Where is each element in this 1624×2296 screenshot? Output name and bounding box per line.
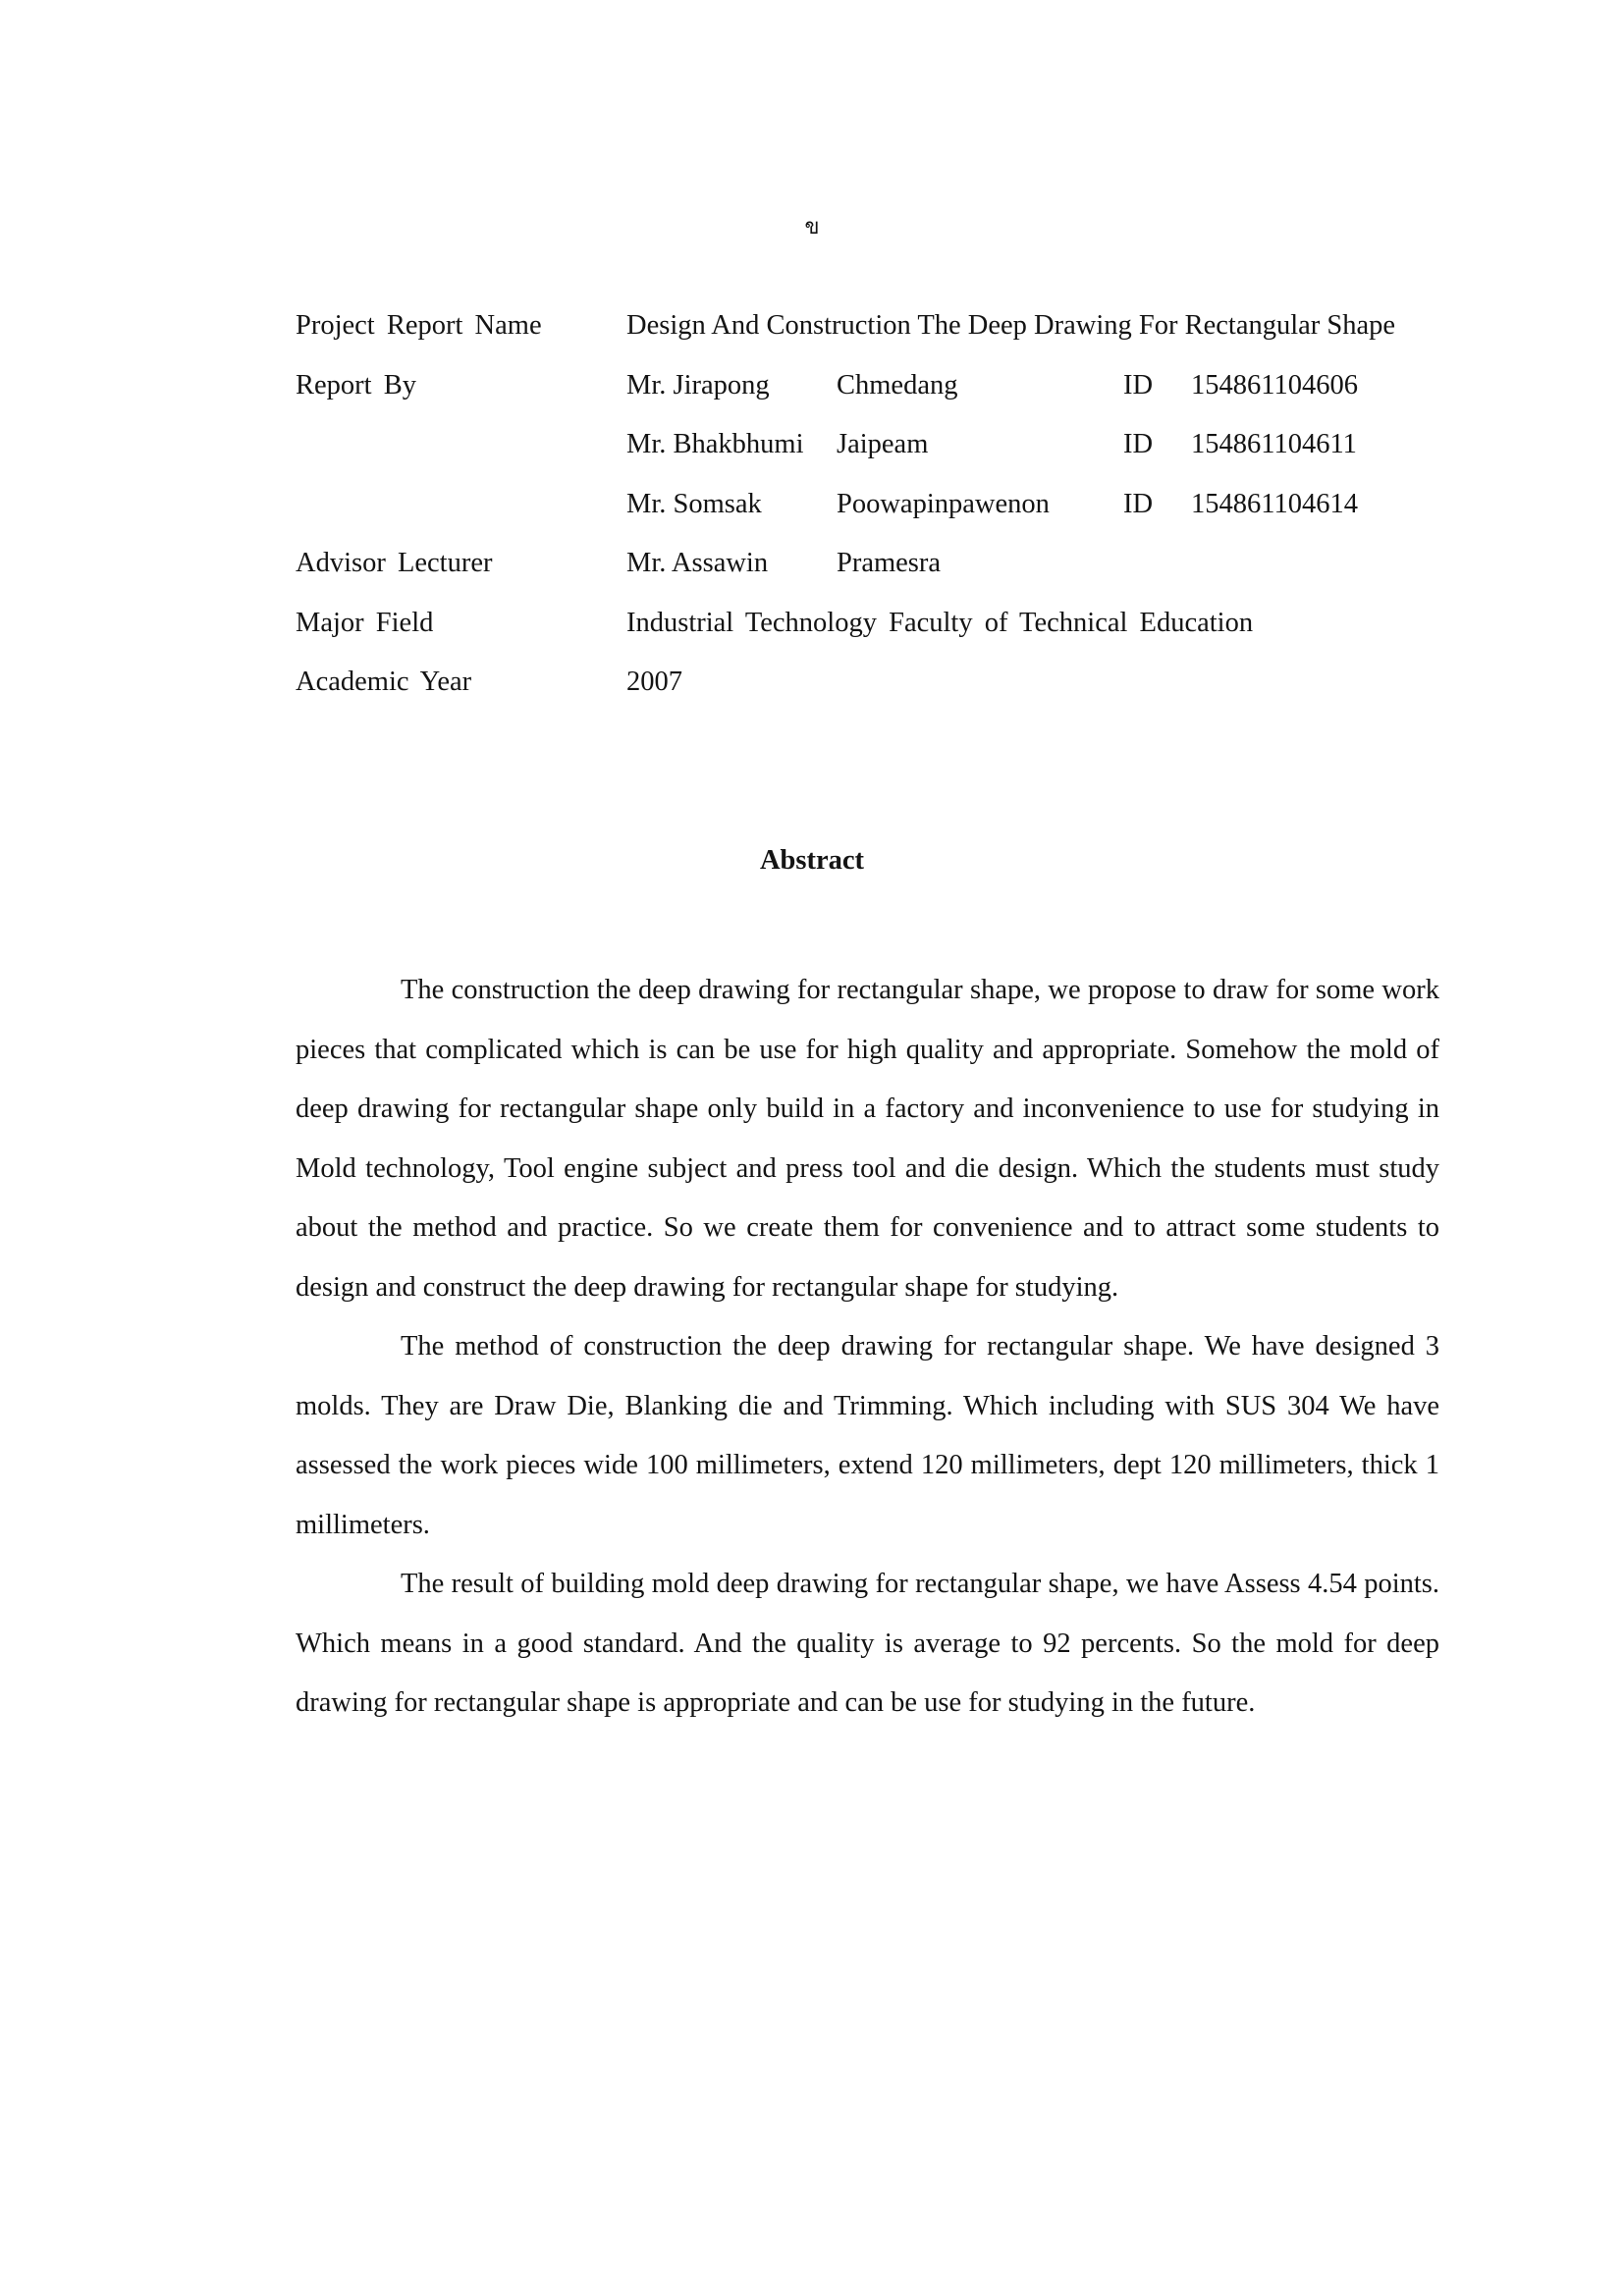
author-id-value: 154861104606 xyxy=(1191,369,1358,400)
academic-year-value: 2007 xyxy=(626,667,682,697)
abstract-paragraph: The construction the deep drawing for rectangular shape, we propose to draw for some work pieces that complicated which is can be use for high quality and appropriate. Somehow the mold of deep drawing for rectangular shape only build in a factory and inconvenience to use for studying in Mold technology, Tool engine subject and press tool and die design. Which the students must study about the method and practice. So we create them for convenience and to attract some students to design and construct the deep drawing for rectangular shape for studying. xyxy=(296,975,1439,1303)
advisor-name: Mr. Assawin xyxy=(626,548,769,578)
abstract-body xyxy=(296,961,1439,1734)
advisor-label: Advisor Lecturer xyxy=(296,548,493,578)
author-id-value: 154861104614 xyxy=(1191,488,1358,519)
author-surname: Jaipeam xyxy=(837,429,929,459)
author-id-label: ID xyxy=(1123,369,1154,400)
academic-year-label: Academic Year xyxy=(296,667,472,697)
page-number: ข xyxy=(804,214,820,239)
author-surname: Poowapinpawenon xyxy=(837,488,1050,519)
author-name: Mr. Somsak xyxy=(626,488,762,519)
project-name-label: Project Report Name xyxy=(296,310,542,341)
abstract-paragraph: The method of construction the deep drawing for rectangular shape. We have designed 3 molds. They are Draw Die, Blanking die and Trimming. Which including with SUS 304 We have assessed the work pieces wide 100 millimeters, extend 120 millimeters, dept 120 millimeters, thick 1 millimeters. xyxy=(296,1331,1439,1540)
report-by-label: Report By xyxy=(296,369,416,400)
author-name: Mr. Bhakbhumi xyxy=(626,429,804,459)
major-field-value: Industrial Technology Faculty of Technical Education xyxy=(626,607,1254,638)
author-surname: Chmedang xyxy=(837,369,958,400)
abstract-heading: Abstract xyxy=(759,845,865,876)
author-name: Mr. Jirapong xyxy=(626,369,770,400)
author-id-label: ID xyxy=(1123,429,1154,459)
project-name-value: Design And Construction The Deep Drawing For Rectangular Shape xyxy=(626,310,1396,341)
author-id-label: ID xyxy=(1123,488,1154,519)
abstract-paragraph: The result of building mold deep drawing for rectangular shape, we have Assess 4.54 points. Which means in a good standard. And the quality is average to 92 percents. So the mold for deep drawing for rectangular shape is appropriate and can be use for studying in the future. xyxy=(296,1569,1439,1718)
advisor-surname: Pramesra xyxy=(837,548,942,578)
author-id-value: 154861104611 xyxy=(1191,429,1357,459)
major-field-label: Major Field xyxy=(296,607,434,638)
